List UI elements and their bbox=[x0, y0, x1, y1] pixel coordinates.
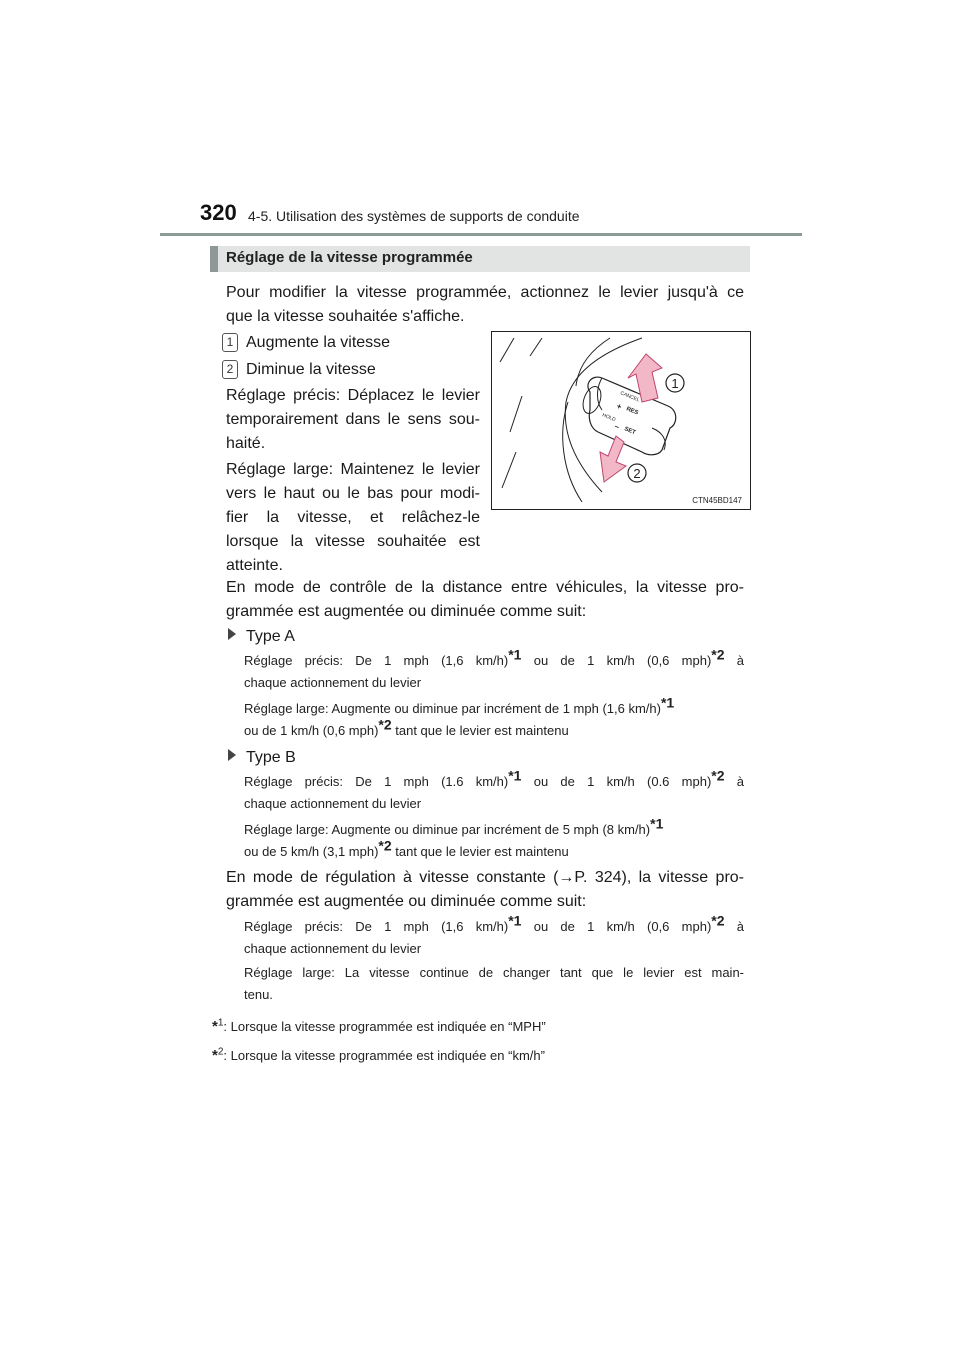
callout-2-icon: 2 bbox=[222, 360, 238, 379]
windshield-line bbox=[530, 338, 542, 356]
windshield-line bbox=[500, 338, 514, 362]
intro-line-2: que la vitesse souhaitée s'affiche. bbox=[226, 308, 465, 325]
minus-label: – bbox=[613, 421, 621, 432]
coarse-adjust-line: fier la vitesse, et relâchez-le bbox=[226, 509, 480, 526]
lever-illustration bbox=[491, 331, 751, 510]
type-b-fine: Réglage précis: De 1 mph (1.6 km/h)$^{*1}$ ou de 1 km/h (0.6 mph)$^{*2}$ à chaque actionnement du levier bbox=[244, 767, 744, 811]
intro-line-1: Pour modifier la vitesse programmée, actionnez le levier jusqu'à ce bbox=[226, 284, 744, 301]
item-1 bbox=[222, 331, 390, 355]
type-a-label bbox=[228, 625, 295, 649]
dash-line bbox=[502, 452, 516, 488]
callout-1-icon: 1 bbox=[222, 333, 238, 352]
type-b-text: Type B bbox=[246, 749, 296, 766]
constant-coarse: Réglage large: La vitesse continue de changer tant que le levier est main- tenu. bbox=[244, 965, 744, 1002]
item-2 bbox=[222, 358, 376, 382]
down-arrow-icon bbox=[600, 436, 626, 482]
set-label: SET bbox=[623, 426, 637, 437]
distance-mode-line-1: En mode de contrôle de la distance entre véhicules, la vitesse pro- bbox=[226, 579, 744, 596]
callout-1 bbox=[666, 374, 684, 392]
fine-adjust-line: Réglage précis: Déplacez le levier bbox=[226, 387, 480, 404]
item-1-label: Augmente la vitesse bbox=[246, 334, 391, 351]
bullet-arrow-icon bbox=[228, 749, 236, 761]
type-a-fine: Réglage précis: De 1 mph (1,6 km/h)$^{*1}$ ou de 1 km/h (0,6 mph)$^{*2}$ à chaque actionnement du levier bbox=[244, 646, 744, 690]
bullet-arrow-icon bbox=[228, 628, 236, 640]
footnote-1: *$^1$: Lorsque la vitesse programmée est indiquée en “MPH” bbox=[212, 1017, 546, 1035]
fine-adjust-line: temporairement dans le sens sou- bbox=[226, 411, 480, 428]
fine-adjust-paragraph bbox=[226, 384, 480, 456]
arrow-icon: → bbox=[558, 869, 575, 886]
dash-line bbox=[510, 396, 522, 432]
coarse-adjust-line: lorsque la vitesse souhaitée est bbox=[226, 533, 480, 550]
item-2-label: Diminue la vitesse bbox=[246, 361, 376, 378]
callout-2 bbox=[628, 464, 646, 482]
constant-fine: Réglage précis: De 1 mph (1,6 km/h)$^{*1}$ ou de 1 km/h (0,6 mph)$^{*2}$ à chaque actionnement du levier bbox=[244, 912, 744, 956]
callout-2-number: 2 bbox=[633, 466, 641, 481]
header-rule bbox=[160, 233, 802, 236]
distance-mode-line-2: grammée est augmentée ou diminuée comme suit: bbox=[226, 603, 587, 620]
fine-adjust-line: haité. bbox=[226, 435, 266, 452]
hold-label: HOLD bbox=[601, 412, 617, 424]
figure-code: CTN45BD147 bbox=[692, 496, 742, 505]
coarse-adjust-line: atteinte. bbox=[226, 557, 283, 574]
coarse-adjust-line: vers le haut ou le bas pour modi- bbox=[226, 485, 480, 502]
heading-title: Réglage de la vitesse programmée bbox=[226, 249, 473, 266]
callout-1-number: 1 bbox=[671, 376, 679, 391]
coarse-adjust-line: Réglage large: Maintenez le levier bbox=[226, 461, 480, 478]
type-b-label bbox=[228, 746, 296, 770]
type-a-coarse: Réglage large: Augmente ou diminue par incrément de 1 mph (1,6 km/h)$^{*1}$ ou de 1 km/h (0,6 mph)$^{*2}$ tant que le levier est maintenu bbox=[244, 694, 675, 738]
constant-mode-line-1: En mode de régulation à vitesse constante (→P. 324), la vitesse pro- bbox=[226, 869, 744, 886]
section-title: 4-5. Utilisation des systèmes de supports de conduite bbox=[248, 208, 580, 224]
lever-drawing bbox=[492, 332, 750, 509]
type-b-coarse: Réglage large: Augmente ou diminue par incrément de 5 mph (8 km/h)$^{*1}$ ou de 5 km/h (3,1 mph)$^{*2}$ tant que le levier est maintenu bbox=[244, 815, 664, 859]
res-label: RES bbox=[625, 406, 639, 417]
page-number: 320 bbox=[200, 200, 237, 225]
cancel-label: CANCEL bbox=[619, 390, 641, 404]
plus-label: + bbox=[615, 401, 623, 412]
type-a-text: Type A bbox=[246, 628, 295, 645]
footnote-2: *$^2$: Lorsque la vitesse programmée est indiquée en “km/h” bbox=[212, 1046, 545, 1064]
lever-knob bbox=[580, 384, 605, 416]
coarse-adjust-paragraph bbox=[226, 458, 480, 578]
constant-mode-line-2: grammée est augmentée ou diminuée comme suit: bbox=[226, 893, 587, 910]
